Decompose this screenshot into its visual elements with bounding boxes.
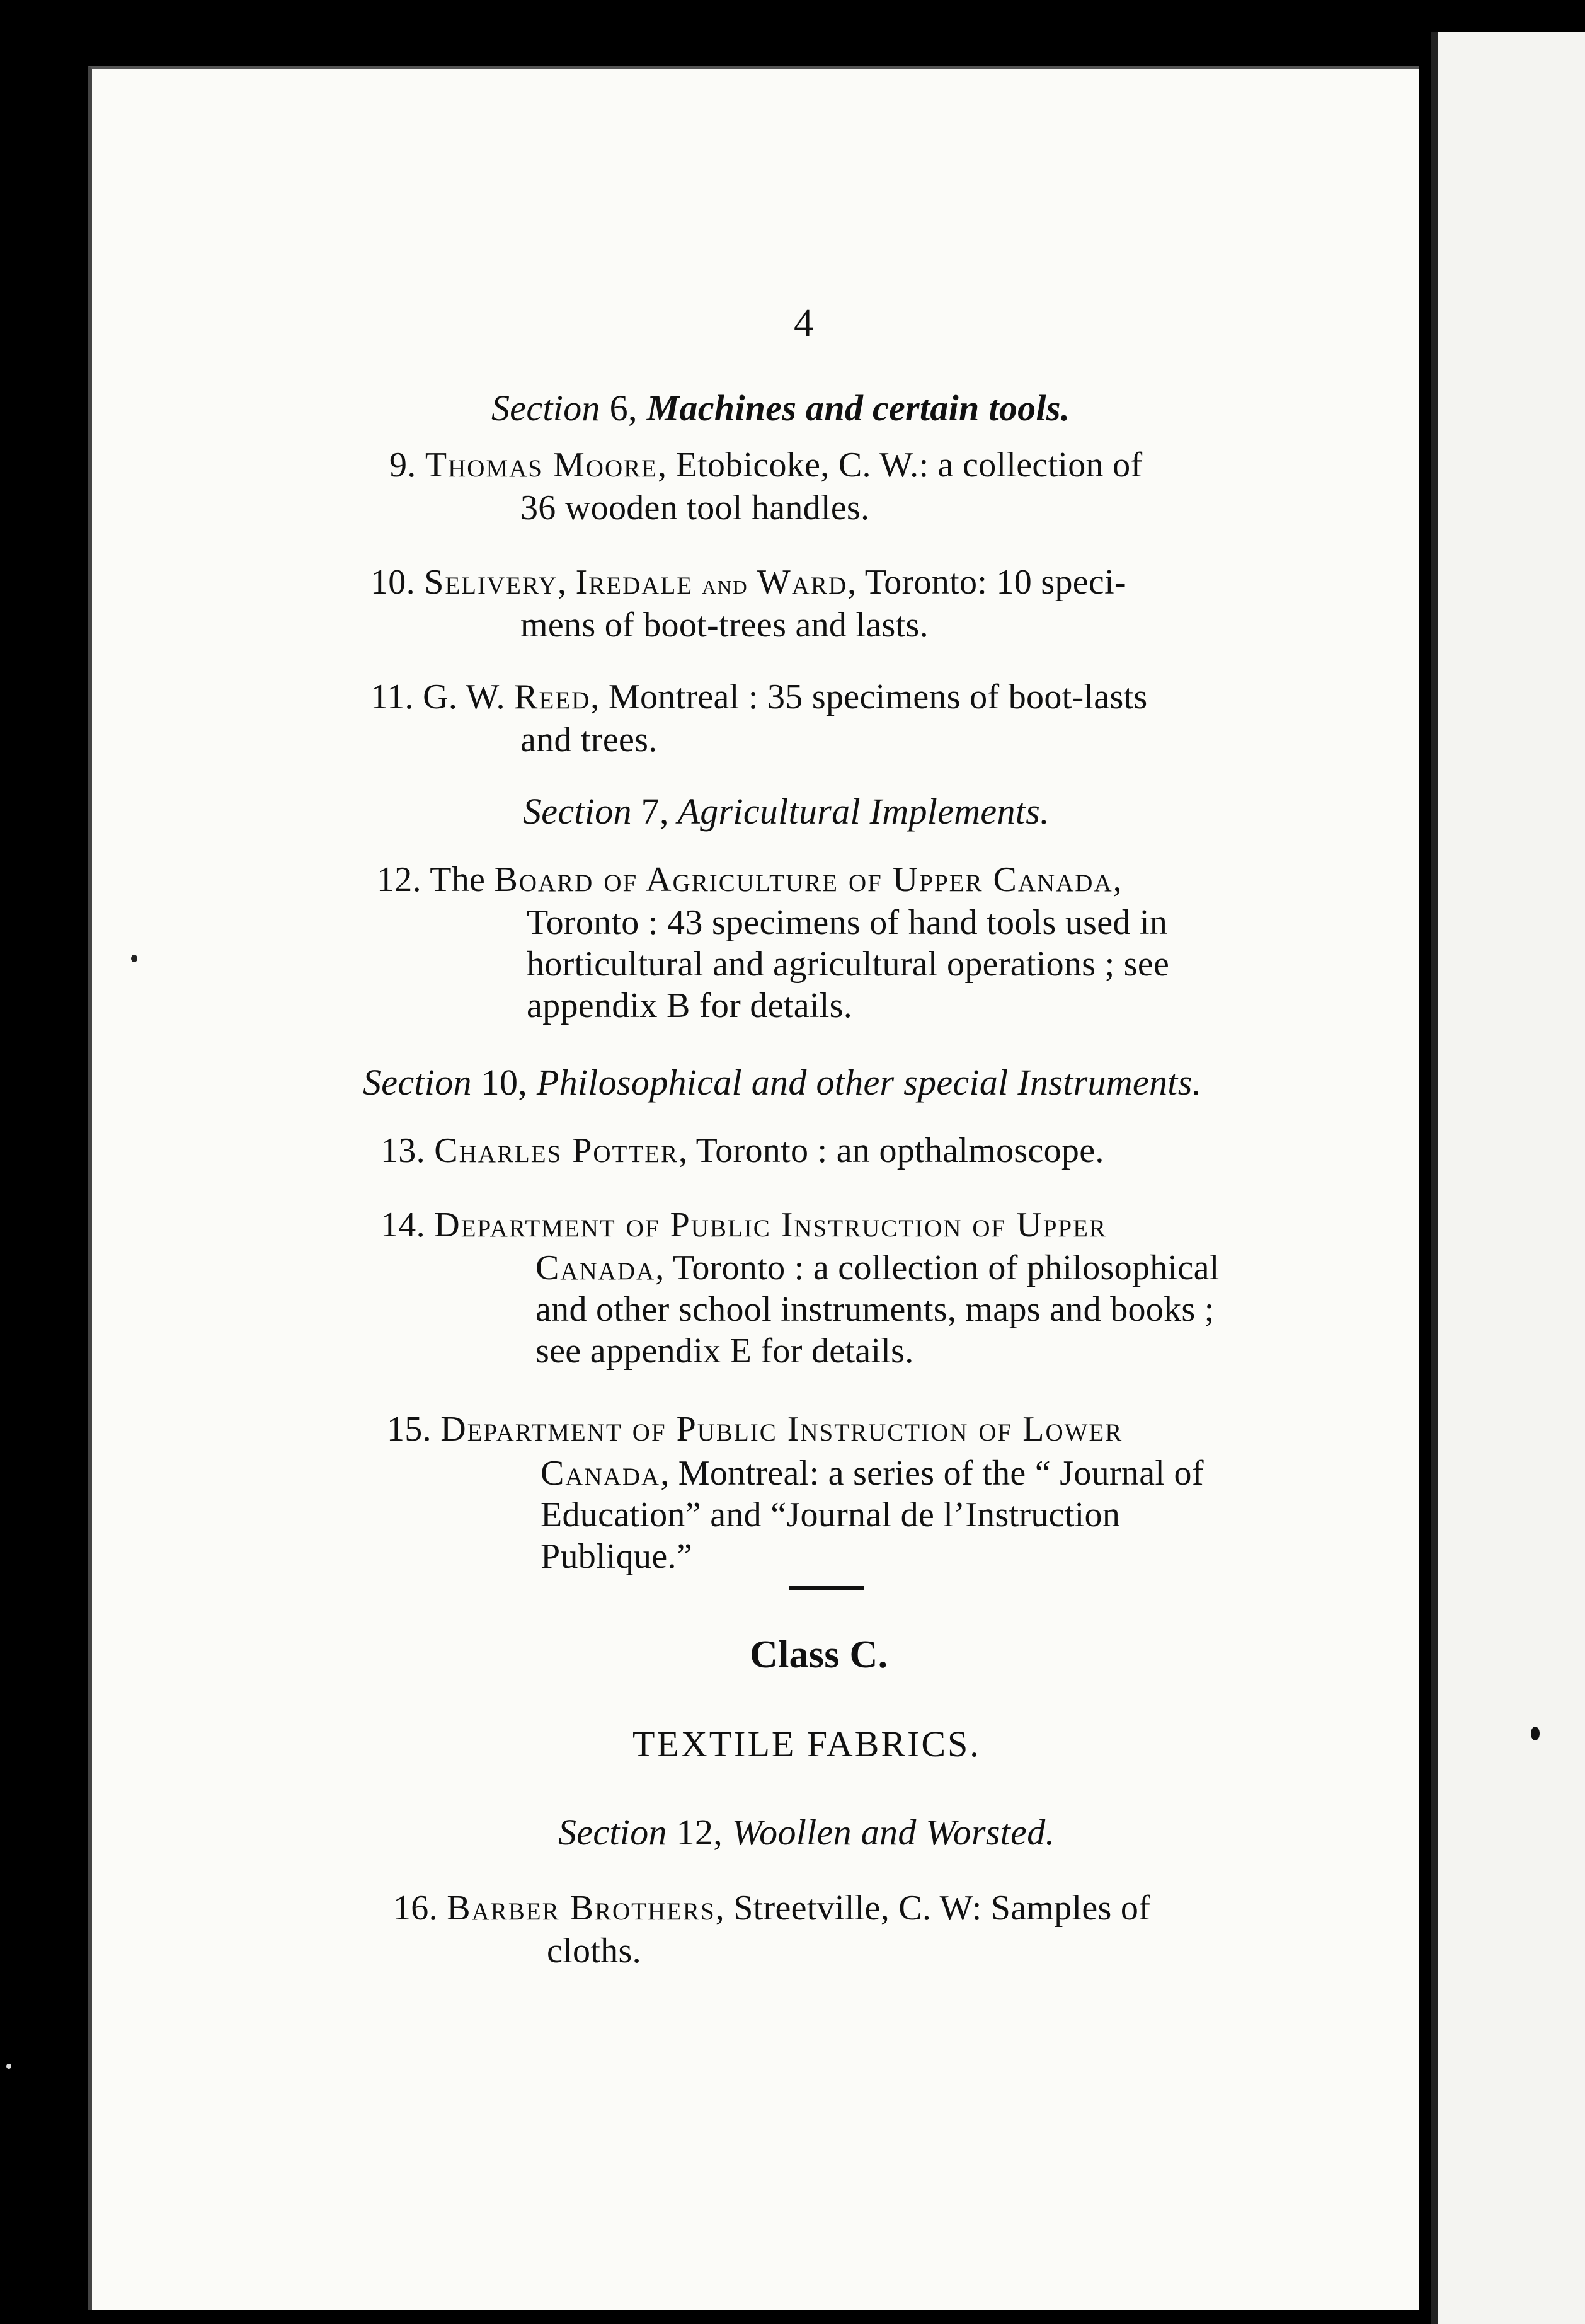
entry-number: 16. [393,1889,438,1928]
entry-number: 13. [381,1131,425,1170]
entry-16-line-2: cloths. [547,1931,641,1970]
entry-12 [377,859,1122,900]
exhibitor-name: Canada [535,1248,656,1287]
entry-9-line-2: 36 wooden tool handles. [520,488,870,527]
entry-text: , Etobicoke, C. W.: a collection of [657,446,1143,485]
section-12-heading [558,1812,1055,1853]
entry-number: 12. [377,860,421,899]
entry-12-line-3: horticultural and agricultural operations ; see [527,945,1170,984]
page-gutter [1419,0,1431,2324]
entry-15-line-3: Education” and “Journal de l’Instruction [541,1495,1121,1534]
section-7-heading [523,791,1050,832]
entry-text: , Streetville, C. W: Samples of [715,1889,1151,1928]
entry-15 [387,1408,1123,1450]
entry-text: , Montreal: a series of the “ Journal of [660,1454,1204,1493]
entry-number: 9. [389,446,416,485]
entry-15-line-2 [541,1452,1204,1494]
section-label: Section [523,791,632,832]
section-number: 10, [481,1062,528,1103]
entry-number: 15. [387,1410,432,1449]
exhibitor-name: Ward [757,563,848,602]
section-number: 6, [609,388,638,429]
section-title: Woollen and Worsted. [731,1812,1055,1853]
entry-13 [381,1130,1104,1171]
entry-number: 10. [370,563,415,602]
exhibitor-name: Department of Public Instruction of Upper [434,1205,1107,1245]
section-label: Section [491,388,600,429]
entry-text: , Toronto : a collection of philosophical [655,1248,1220,1287]
conjunction: and [702,569,748,600]
document-page [88,66,1419,2310]
scan-speck [6,2064,11,2069]
section-number: 7, [641,791,669,832]
entry-14-line-4: see appendix E for details. [535,1332,914,1371]
exhibitor-name: Barber Brothers [447,1889,716,1928]
entry-15-line-4: Publique.” [541,1537,692,1576]
entry-text: , Toronto: 10 speci- [847,563,1126,602]
section-10-heading [363,1062,1201,1103]
class-subheading: TEXTILE FABRICS. [632,1723,981,1764]
exhibitor-name: Department of Public Instruction of Lower [440,1410,1123,1449]
entry-9 [389,444,1142,486]
entry-text: , Toronto : an opthalmoscope. [678,1131,1104,1170]
entry-text: , Montreal : 35 specimens of boot-lasts [590,677,1148,716]
entry-14-line-2 [535,1247,1220,1289]
entry-12-line-2: Toronto : 43 specimens of hand tools used in [527,903,1168,942]
adjacent-page-mark [1531,1727,1540,1740]
separator: , [558,563,567,602]
entry-11-line-2: and trees. [520,720,658,759]
entry-10 [370,561,1126,606]
section-title: Machines and certain tools. [646,388,1070,429]
exhibitor-name: Thomas Moore [425,446,658,485]
section-title: Agricultural Implements. [677,791,1050,832]
adjacent-page-edge [1431,32,1585,2324]
section-label: Section [558,1812,667,1853]
section-number: 12, [676,1812,723,1853]
section-6-heading [491,388,1070,429]
exhibitor-name: Canada [541,1454,661,1493]
exhibitor-name: Selivery [424,563,558,602]
class-heading: Class C. [750,1633,888,1676]
adjacent-page-shadow [1431,32,1438,2324]
entry-number: 14. [381,1205,425,1245]
section-title: Philosophical and other special Instruments. [536,1062,1202,1103]
entry-text: , [1113,860,1122,899]
exhibitor-name: Charles Potter [434,1131,679,1170]
entry-14-line-3: and other school instruments, maps and books ; [535,1290,1215,1329]
section-label: Section [363,1062,472,1103]
exhibitor-name: Board of Agriculture of Upper Canada [494,860,1113,899]
page-number: 4 [794,302,814,345]
entry-11 [370,676,1148,718]
exhibitor-name: Iredale [575,563,694,602]
entry-number: 11. [370,677,414,716]
entry-14 [381,1204,1107,1246]
entry-10-line-2: mens of boot-trees and lasts. [520,606,929,645]
exhibitor-name: Reed [514,677,591,716]
entry-12-line-4: appendix B for details. [527,986,852,1025]
section-divider-rule [789,1586,864,1590]
exhibitor-initials: G. W. [423,677,505,716]
entry-16 [393,1887,1150,1929]
entry-article: The [430,860,486,899]
margin-mark [131,955,137,962]
